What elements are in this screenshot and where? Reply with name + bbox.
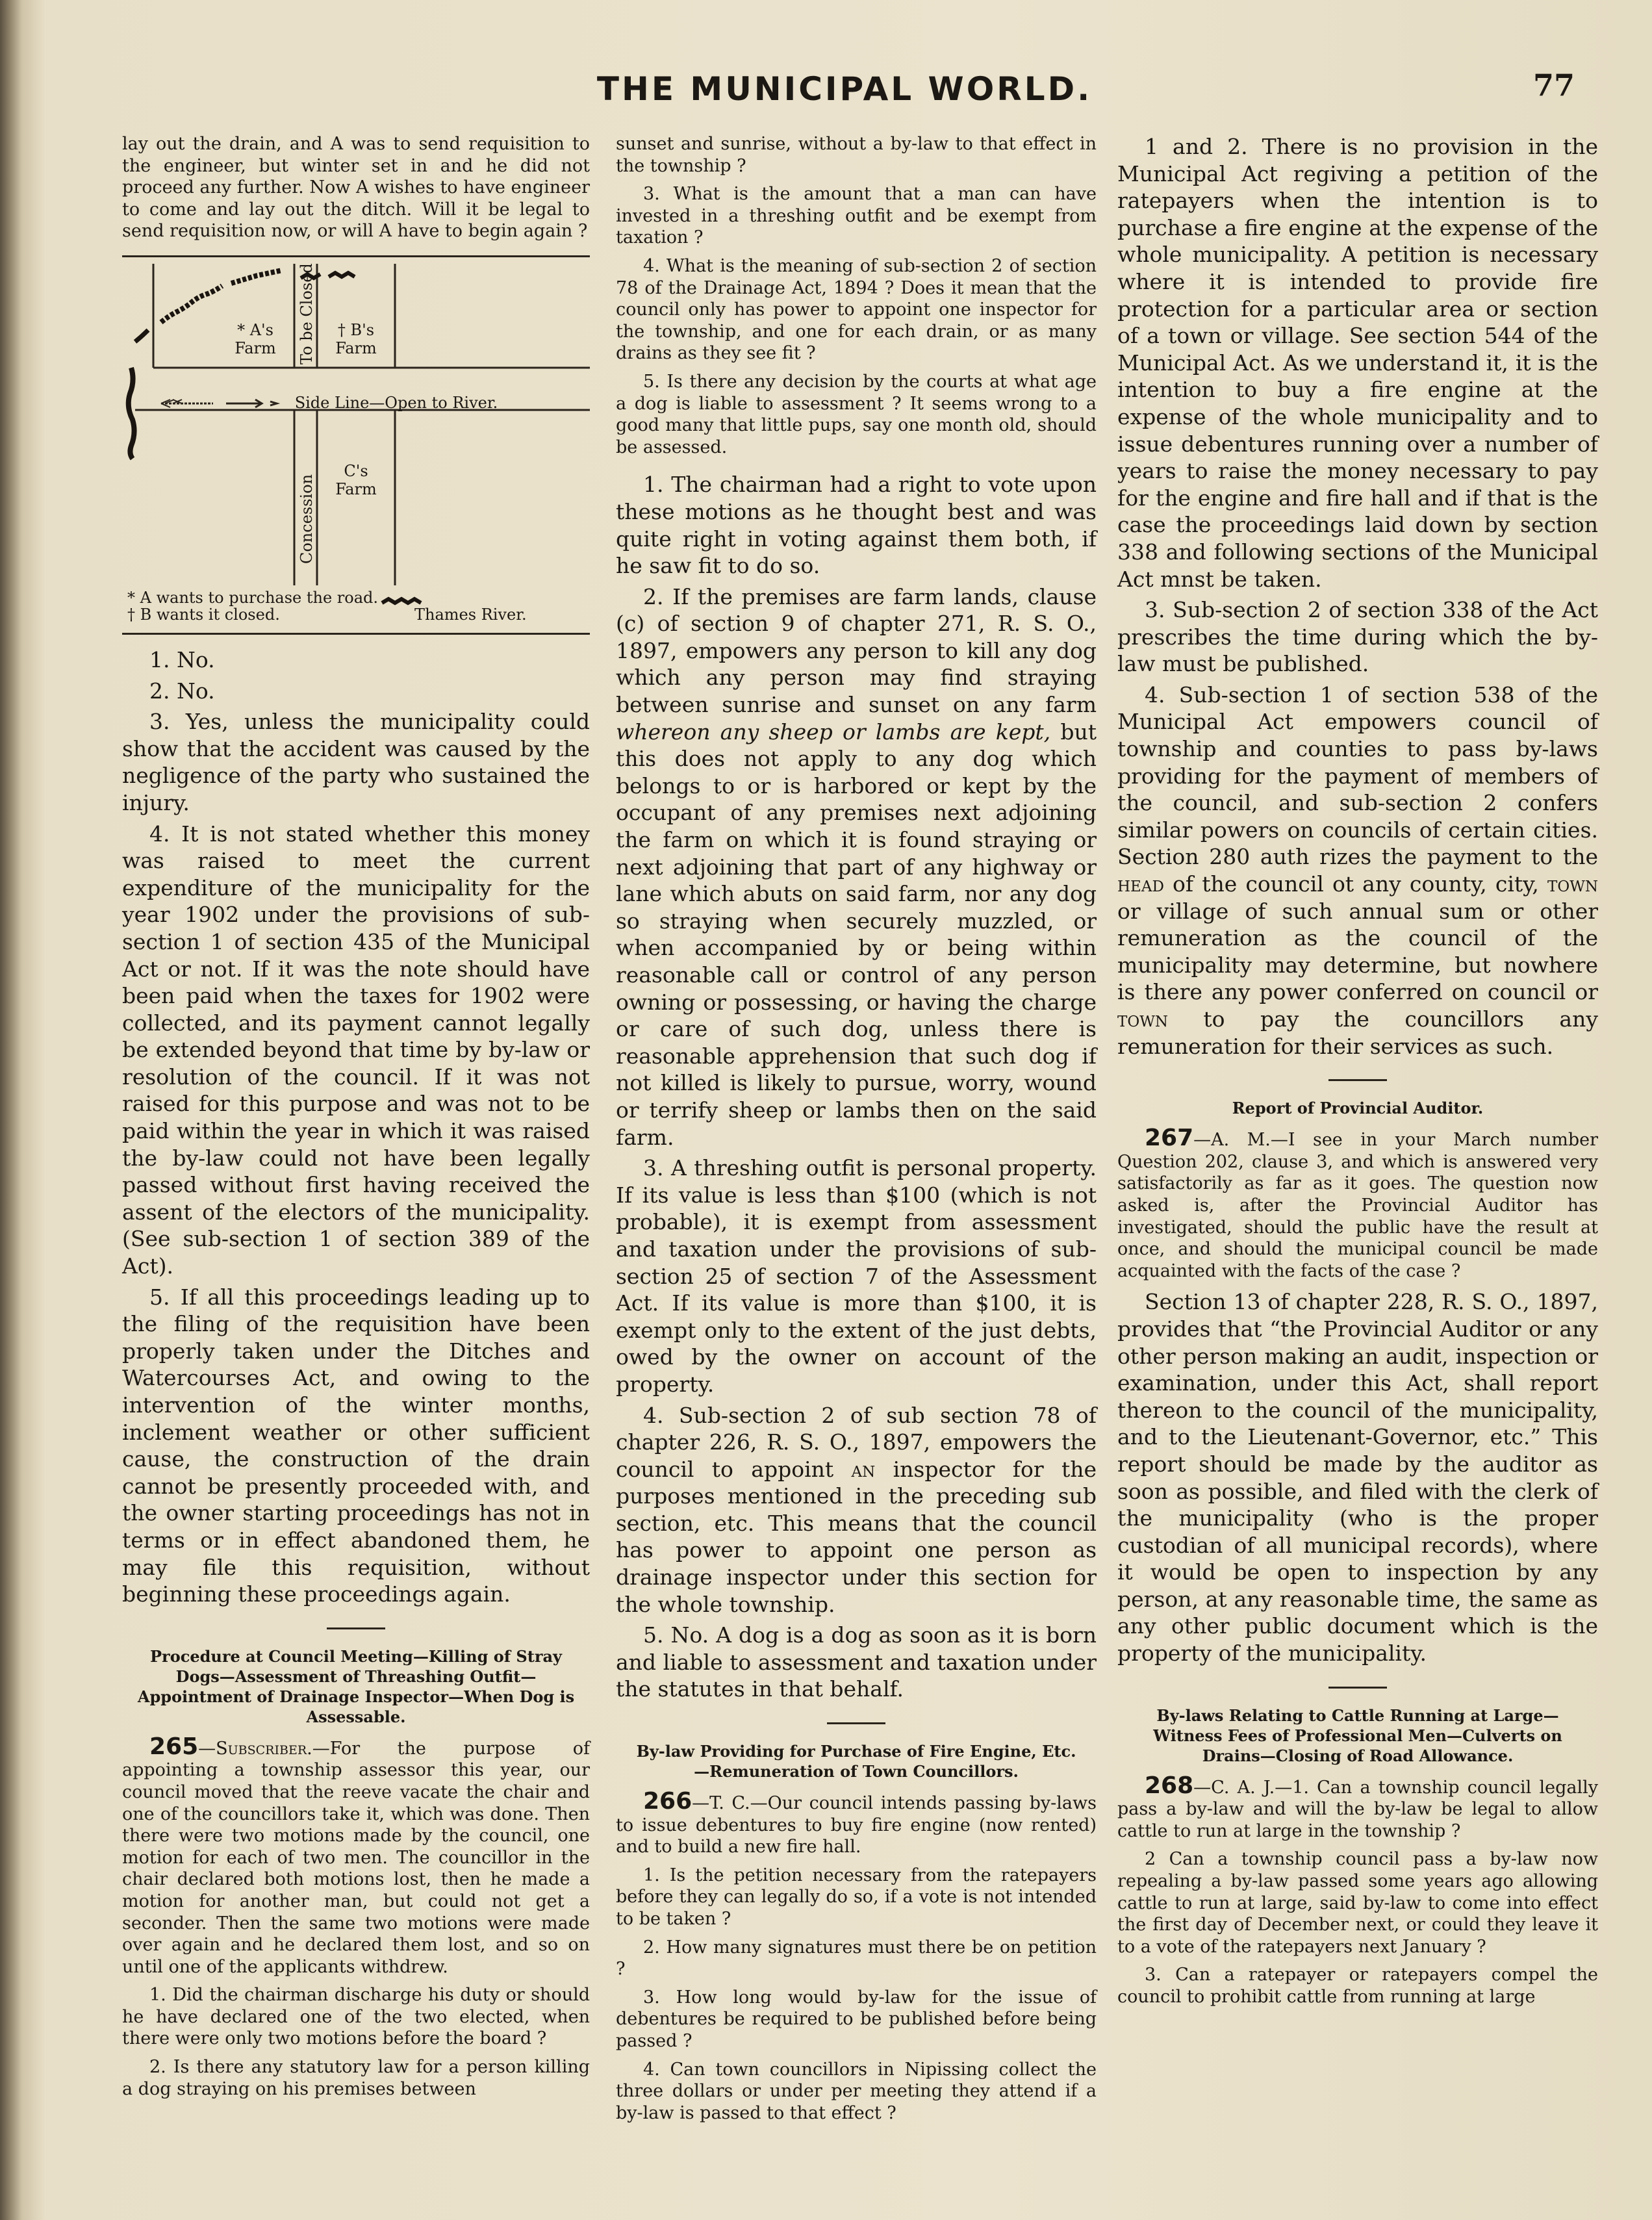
question-number: 265	[149, 1733, 199, 1760]
question-number: 266	[643, 1788, 693, 1815]
page-number: 77	[1533, 68, 1575, 103]
answer-4	[1117, 682, 1598, 1060]
question-265-4: 4. What is the meaning of sub-section 2 of section 78 of the Drainage Act, 1894 ? Does it mean that the council only has power to appoint one inspector for the township, and one for each drain, or as many drains as they see fit ?	[616, 255, 1097, 364]
question-268-3: 3. Can a ratepayer or ratepayers compel the council to prohibit cattle from running at large	[1117, 1965, 1598, 2007]
section-divider	[1328, 1687, 1387, 1689]
diagram-bottom-rule	[122, 633, 590, 635]
question-sender: —Subscriber.	[198, 1738, 312, 1759]
answer-4-text: 4. Sub-section 1 of section 538 of the Municipal Act empowers council of township and counties to pass by-laws providing for the payment of members of the council, and sub-section 2 confers similar powers on councils of certain cities. Section 280 auth rizes the payment to the	[1117, 682, 1598, 870]
answer-2: 2. No.	[149, 678, 215, 704]
question-text: —Our council intends passing by-laws to issue debentures to buy fire engine (now rented) and to build a new fire hall.	[616, 1793, 1097, 1857]
page-header	[0, 65, 1652, 117]
answer-2	[616, 583, 1097, 1151]
question-265-5: 5. Is there any decision by the courts at what age a dog is liable to assessment ? It seems wrong to a good many that little pups, say one month old, should be assessed.	[616, 371, 1097, 457]
answer-4	[616, 1402, 1097, 1618]
label-concession: Concession	[298, 474, 316, 564]
question-268	[1117, 1772, 1598, 1843]
answer-4-text-cont: of the council ot any county, city,	[1173, 871, 1539, 897]
question-265-1: 1. Did the chairman discharge his duty or should he have declared one of the two elected, when there were only two motions before the board ?	[122, 1985, 590, 2049]
note-a: * A wants to purchase the road.	[127, 588, 379, 607]
question-267	[1117, 1127, 1598, 1282]
answer-4-emph: town	[1547, 871, 1598, 897]
question-continuation: lay out the drain, and A was to send requisition to the engineer, but winter set in and he did not proceed any further. Now A wishes to have engineer to come and lay out the ditch. Will it be legal to send requisition now, or will A have to begin again ?	[122, 134, 590, 242]
question-sender: —C. A. J.	[1193, 1777, 1275, 1798]
answer-3: 3. A threshing outfit is personal property. If its value is less than $100 (which is not probable), it is exempt from assessment and taxation under the provisions of sub-section 25 of section 7 of the Assessment Act. If its value is more than $100, it is exempt only to the extent of the just debts, owed by the owner on account of the property.	[616, 1155, 1097, 1397]
section-title: By-law Providing for Purchase of Fire Engine, Etc.—Remuneration of Town Councillors.	[636, 1742, 1076, 1781]
label-to-be-closed: To be Closed	[298, 263, 316, 364]
section-divider	[327, 1627, 385, 1629]
question-265-3: 3. What is the amount that a man can have invested in a threshing outfit and be exempt from taxation ?	[616, 184, 1097, 248]
question-266-2: 2. How many signatures must there be on petition ?	[616, 1937, 1097, 1980]
column-3	[1117, 133, 1598, 2015]
masthead: THE MUNICIPAL WORLD.	[596, 70, 1093, 108]
section-title: Report of Provincial Auditor.	[1232, 1099, 1484, 1118]
answer-267: Section 13 of chapter 228, R. S. O., 1897, provides that “the Provincial Auditor or any other person making an audit, inspection or examination, under this Act, shall report thereon to the council of the municipality, and to the Lieutenant-Governor, etc.” This report should be made by the auditor as soon as possible, and filed with the clerk of the municipality (who is the proper custodian of all municipal records), where it would be open to inspection by any person, at any reasonable time, the same as any other public document which is the property of the municipality.	[1117, 1289, 1598, 1666]
answer-1: 1. The chairman had a right to vote upon these motions as he thought best and was quite right in voting against them both, if he saw fit to do so.	[616, 472, 1097, 579]
question-266	[616, 1788, 1097, 1858]
answer-4-text: 4. Sub-section 2 of sub section 78 of chapter 226, R. S. O., 1897, empowers the council to appoint	[616, 1402, 1097, 1482]
answer-2-text: 2. If the premises are farm lands, clause (c) of section 9 of chapter 271, R. S. O., 1897, empowers any person to kill any dog which any person may find straying between sunrise and sunset on any farm	[616, 583, 1097, 718]
question-266-3: 3. How long would by-law for the issue of debentures be required to be published before being passed ?	[616, 1987, 1097, 2051]
note-b: † B wants it closed.	[127, 605, 280, 624]
answer-5: 5. No. A dog is a dog as soon as it is born and liable to assessment and taxation under the statutes in that behalf.	[616, 1622, 1097, 1702]
section-title: Procedure at Council Meeting—Killing of Stray Dogs—Assessment of Threashing Outfit—Appointment of Drainage Inspector—When Dog is Assessable.	[137, 1646, 575, 1726]
question-text: —1. Can a township council legally pass a by-law and will the by-law be legal to allow cattle to run at large in the township ?	[1117, 1777, 1598, 1841]
column-1	[122, 133, 590, 2106]
section-divider	[827, 1722, 885, 1724]
answer-3: 3. Yes, unless the municipality could show that the accident was caused by the negligence of the party who sustained the injury.	[122, 709, 590, 815]
label-farm-b: † B's Farm	[335, 320, 377, 357]
column-2	[616, 133, 1097, 2130]
label-farm-a: * A's Farm	[235, 320, 276, 357]
answer-1: 1. No.	[149, 646, 215, 672]
question-sender: —A. M.	[1193, 1130, 1271, 1151]
question-sender: —T. C.	[692, 1793, 750, 1814]
answer-2-italic: whereon any sheep or lambs are kept,	[616, 719, 1051, 745]
question-text: —For the purpose of appointing a township assessor this year, our council moved that the reeve vacate the chair and one of the councillors take it, which was done. Then there were two motions made by the council, one motion for each of two men. The councillor in the chair declared both motions lost, then he made a motion for another man, but could not get a seconder. Then the same two motions were made over again and he declared them lost, and so on until one of the applicants withdrew.	[122, 1738, 590, 1977]
question-number: 267	[1145, 1125, 1194, 1152]
question-266-4: 4. Can town councillors in Nipissing collect the three dollars or under per meeting they attend if a by-law is passed to that effect ?	[616, 2059, 1097, 2123]
thames-river-label: Thames River.	[414, 605, 527, 624]
answer-4-emph: head	[1117, 871, 1164, 897]
road-diagram	[122, 257, 590, 633]
question-265	[122, 1733, 590, 1978]
answer-4-emph: town	[1117, 1006, 1168, 1032]
answer-5: 5. If all this proceedings leading up to the filing of the requisition have been properly taken under the Ditches and Watercourses Act, and owing to the intervention of the winter months, inclement weather or other sufficient cause, the construction of the drain cannot be presently proceeded with, and the owner starting proceedings has not in terms or in effect abandoned them, he may file this requisition, without beginning these proceedings again.	[122, 1284, 590, 1607]
question-266-1: 1. Is the petition necessary from the ratepayers before they can legally do so, if a vote is not intended to be taken ?	[616, 1865, 1097, 1929]
answer-4-text-cont: or village of such annual sum or other remuneration as the council of the municipality may determine, but nowhere is there any power conferred on council or	[1117, 898, 1598, 1005]
section-divider	[1328, 1079, 1387, 1081]
answer-4: 4. It is not stated whether this money was raised to meet the current expenditure of the municipality for the year 1902 under the provisions of sub-section 1 of section 435 of the Municipal Act or not. If it was the note should have been paid when the taxes for 1902 were collected, and its payment cannot legally be extended beyond that time by by-law or resolution of the council. If it was not raised for this purpose and was not to be paid within the year in which it was raised the by-law could not have been legally passed without first having received the assent of the electors of the municipality. (See sub-section 1 of section 389 of the Act).	[122, 821, 590, 1279]
question-continuation: sunset and sunrise, without a by-law to that effect in the township ?	[616, 134, 1097, 176]
question-265-2: 2. Is there any statutory law for a person killing a dog straying on his premises between	[122, 2057, 590, 2099]
label-farm-c: C's Farm	[335, 461, 377, 498]
answer-3: 3. Sub-section 2 of section 338 of the Act prescribes the time during which the by-law must be published.	[1117, 597, 1598, 677]
diagram-lines	[122, 257, 590, 621]
answer-4-emph: an	[851, 1456, 876, 1482]
question-number: 268	[1145, 1772, 1194, 1799]
label-side-line: Side Line—Open to River.	[294, 393, 498, 412]
answer-4-text-cont: to pay the councillors any remuneration for their services as such.	[1117, 1006, 1598, 1059]
answer-2-text-cont: but this does not apply to any dog which belongs to or is harbored or kept by the occupant of any premises next adjoining the farm on which it is found straying or next adjoining that part of any highway or lane which abuts on said farm, nor any dog so straying when securely muzzled, or when accompanied by or being within reasonable call or control of any person owning or possessing, or having the charge or care of such dog, unless there is reasonable apprehension that such dog if not killed is likely to pursue, worry, wound or terrify sheep or lambs then on the said farm.	[616, 719, 1097, 1150]
question-text: —I see in your March number Question 202, clause 3, and which is answered very satisfactorily as far as it goes. The question now asked is, after the Provincial Auditor has investigated, should the public have the result at once, and should the municipal council be made acquainted with the facts of the case ?	[1117, 1130, 1598, 1281]
answer-4-text-cont: inspector for the purposes mentioned in the preceding sub section, etc. This means that the council has power to appoint one person as drainage inspector under this section for the whole township.	[616, 1456, 1097, 1617]
question-268-2: 2 Can a township council pass a by-law now repealing a by-law passed some years ago allowing cattle to run at large, said by-law to come into effect the first day of December next, or could they leave it to a vote of the ratepayers next January ?	[1117, 1849, 1598, 1957]
answer-1-2: 1 and 2. There is no provision in the Municipal Act regiving a petition of the ratepayers when the intention is to purchase a fire engine at the expense of the whole municipality. A petition is necessary where it is intended to provide fire protection for a particular area or section of a town or village. See section 544 of the Municipal Act. As we understand it, it is the intention to buy a fire engine at the expense of the whole municipality and to issue debentures running over a number of years to raise the money necessary to pay for the engine and fire hall and if that is the case the proceedings laid down by section 338 and following sections of the Municipal Act mnst be taken.	[1117, 134, 1598, 592]
section-title: By-laws Relating to Cattle Running at Large—Witness Fees of Professional Men—Culverts on Drains—Closing of Road Allowance.	[1153, 1705, 1562, 1765]
